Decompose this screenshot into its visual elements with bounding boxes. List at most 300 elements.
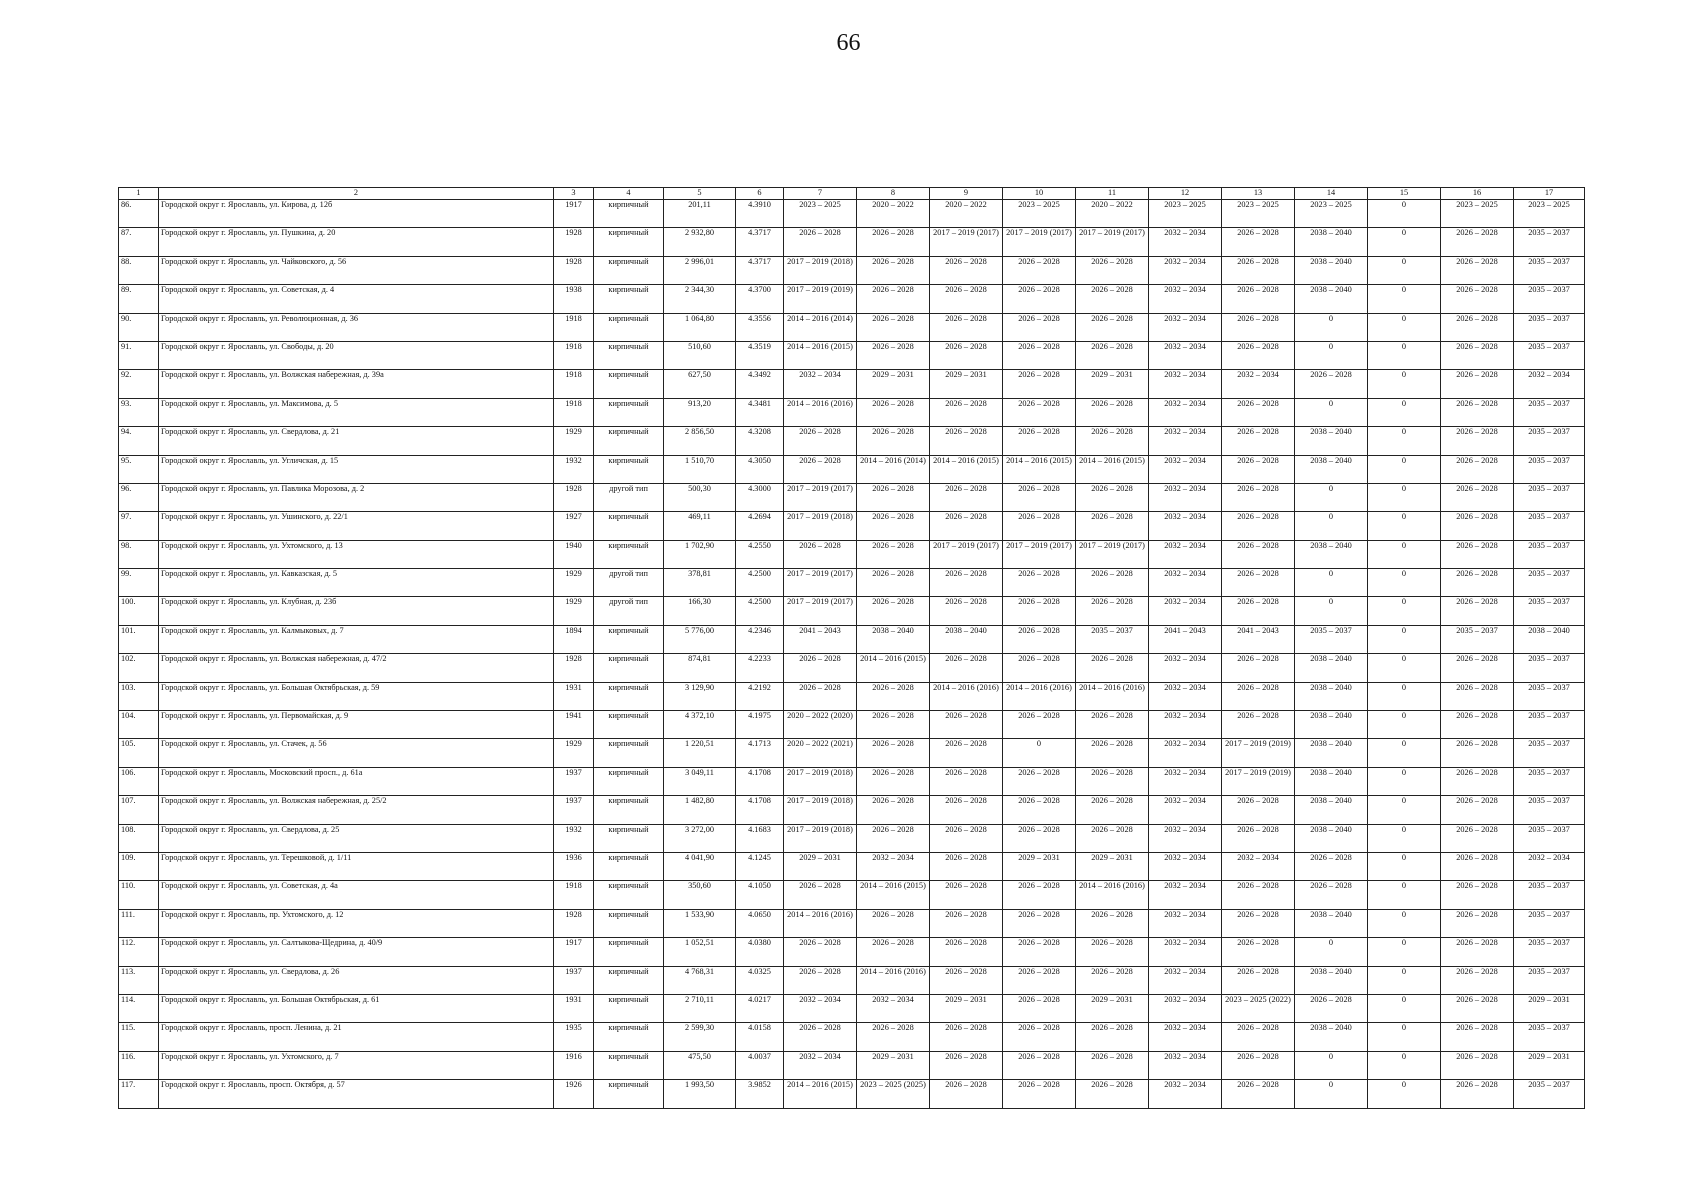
- table-cell: 2026 – 2028: [1003, 824, 1076, 852]
- table-cell: 3 272,00: [664, 824, 736, 852]
- table-cell: 2038 – 2040: [1295, 966, 1368, 994]
- table-cell: 4.3481: [736, 398, 784, 426]
- table-cell: 4.0037: [736, 1051, 784, 1079]
- table-cell: 2035 – 2037: [1514, 569, 1585, 597]
- table-cell: 2032 – 2034: [1149, 909, 1222, 937]
- table-cell: 1929: [554, 597, 594, 625]
- header-row: [119, 188, 1585, 200]
- table-cell: 1926: [554, 1080, 594, 1108]
- table-cell: 2026 – 2028: [857, 796, 930, 824]
- table-cell: 2026 – 2028: [1441, 767, 1514, 795]
- table-cell: 0: [1295, 1051, 1368, 1079]
- row-number-cell: 98.: [119, 540, 159, 568]
- table-cell: 2026 – 2028: [1222, 455, 1295, 483]
- row-number-cell: 87.: [119, 228, 159, 256]
- table-cell: 0: [1295, 1080, 1368, 1108]
- table-cell: 2026 – 2028: [857, 512, 930, 540]
- table-cell: 1929: [554, 739, 594, 767]
- table-cell: 3 049,11: [664, 767, 736, 795]
- table-cell: 913,20: [664, 398, 736, 426]
- table-cell: 2014 – 2016 (2016): [930, 682, 1003, 710]
- table-cell: 0: [1368, 256, 1441, 284]
- table-cell: 4 768,31: [664, 966, 736, 994]
- table-cell: 2032 – 2034: [1149, 739, 1222, 767]
- table-cell: 0: [1368, 994, 1441, 1022]
- table-cell: 2026 – 2028: [1441, 711, 1514, 739]
- table-cell: 1937: [554, 796, 594, 824]
- table-cell: 2035 – 2037: [1514, 881, 1585, 909]
- table-cell: 2026 – 2028: [1222, 228, 1295, 256]
- table-cell: 0: [1368, 427, 1441, 455]
- table-cell: 2035 – 2037: [1514, 455, 1585, 483]
- address-cell: Городской округ г. Ярославль, ул. Угличская, д. 15: [159, 455, 554, 483]
- table-cell: 2026 – 2028: [1003, 512, 1076, 540]
- table-cell: 4.1975: [736, 711, 784, 739]
- table-cell: 0: [1368, 341, 1441, 369]
- table-cell: 2026 – 2028: [1003, 427, 1076, 455]
- table-cell: 2026 – 2028: [930, 796, 1003, 824]
- table-cell: 1928: [554, 654, 594, 682]
- table-cell: 2026 – 2028: [930, 341, 1003, 369]
- address-cell: Городской округ г. Ярославль, ул. Советская, д. 4: [159, 285, 554, 313]
- table-cell: кирпичный: [594, 796, 664, 824]
- table-cell: 2026 – 2028: [1441, 512, 1514, 540]
- table-cell: 2035 – 2037: [1514, 427, 1585, 455]
- table-cell: 2020 – 2022: [1076, 200, 1149, 228]
- table-cell: 2026 – 2028: [1441, 938, 1514, 966]
- table-cell: 2026 – 2028: [930, 597, 1003, 625]
- table-cell: 2026 – 2028: [1441, 824, 1514, 852]
- table-cell: 2017 – 2019 (2017): [930, 228, 1003, 256]
- address-cell: Городской округ г. Ярославль, ул. Свердлова, д. 21: [159, 427, 554, 455]
- column-header: 3: [554, 188, 594, 200]
- table-cell: 2032 – 2034: [1149, 654, 1222, 682]
- table-cell: 2017 – 2019 (2017): [784, 483, 857, 511]
- table-cell: 0: [1368, 1051, 1441, 1079]
- table-cell: 2038 – 2040: [930, 625, 1003, 653]
- address-cell: Городской округ г. Ярославль, ул. Кавказская, д. 5: [159, 569, 554, 597]
- column-header: 17: [1514, 188, 1585, 200]
- table-cell: 2041 – 2043: [784, 625, 857, 653]
- table-cell: 2035 – 2037: [1514, 966, 1585, 994]
- table-cell: другой тип: [594, 597, 664, 625]
- table-cell: 3 129,90: [664, 682, 736, 710]
- table-cell: 2026 – 2028: [930, 711, 1003, 739]
- table-cell: 2026 – 2028: [1222, 1023, 1295, 1051]
- table-cell: 2026 – 2028: [1441, 909, 1514, 937]
- table-cell: 1 220,51: [664, 739, 736, 767]
- table-cell: 2038 – 2040: [1514, 625, 1585, 653]
- table-cell: 201,11: [664, 200, 736, 228]
- table-cell: 2035 – 2037: [1514, 313, 1585, 341]
- table-cell: 0: [1295, 938, 1368, 966]
- table-cell: 2026 – 2028: [1076, 1023, 1149, 1051]
- table-row: [119, 285, 1585, 313]
- address-cell: Городской округ г. Ярославль, ул. Терешковой, д. 1/11: [159, 852, 554, 880]
- table-cell: 2017 – 2019 (2017): [930, 540, 1003, 568]
- address-cell: Городской округ г. Ярославль, ул. Пушкина, д. 20: [159, 228, 554, 256]
- table-cell: 0: [1368, 654, 1441, 682]
- table-cell: 2026 – 2028: [1222, 711, 1295, 739]
- table-cell: 2026 – 2028: [1222, 654, 1295, 682]
- table-cell: 2020 – 2022 (2021): [784, 739, 857, 767]
- row-number-cell: 108.: [119, 824, 159, 852]
- table-cell: кирпичный: [594, 228, 664, 256]
- table-cell: 4.3208: [736, 427, 784, 455]
- table-row: [119, 625, 1585, 653]
- table-cell: 2032 – 2034: [1149, 228, 1222, 256]
- table-cell: 2026 – 2028: [1222, 682, 1295, 710]
- table-cell: 2014 – 2016 (2014): [857, 455, 930, 483]
- address-cell: Городской округ г. Ярославль, ул. Салтыкова-Щедрина, д. 40/9: [159, 938, 554, 966]
- table-cell: кирпичный: [594, 341, 664, 369]
- address-cell: Городской округ г. Ярославль, ул. Стачек, д. 56: [159, 739, 554, 767]
- address-cell: Городской округ г. Ярославль, ул. Свердлова, д. 26: [159, 966, 554, 994]
- table-cell: 2026 – 2028: [857, 398, 930, 426]
- table-row: [119, 711, 1585, 739]
- table-cell: 1894: [554, 625, 594, 653]
- table-cell: 2026 – 2028: [1003, 994, 1076, 1022]
- row-number-cell: 91.: [119, 341, 159, 369]
- table-cell: 2026 – 2028: [930, 966, 1003, 994]
- table-row: [119, 654, 1585, 682]
- table-cell: 2038 – 2040: [857, 625, 930, 653]
- table-cell: 4.3556: [736, 313, 784, 341]
- table-row: [119, 455, 1585, 483]
- address-cell: Городской округ г. Ярославль, ул. Кирова, д. 12б: [159, 200, 554, 228]
- table-cell: 2026 – 2028: [930, 569, 1003, 597]
- table-cell: кирпичный: [594, 966, 664, 994]
- table-cell: 2026 – 2028: [1003, 483, 1076, 511]
- table-cell: 4.2346: [736, 625, 784, 653]
- table-cell: 1918: [554, 370, 594, 398]
- row-number-cell: 93.: [119, 398, 159, 426]
- table-cell: 2026 – 2028: [1222, 796, 1295, 824]
- table-cell: 2014 – 2016 (2015): [857, 881, 930, 909]
- table-cell: 0: [1368, 909, 1441, 937]
- table-cell: 1917: [554, 200, 594, 228]
- table-cell: 2026 – 2028: [930, 1051, 1003, 1079]
- table-row: [119, 370, 1585, 398]
- table-cell: 2038 – 2040: [1295, 285, 1368, 313]
- row-number-cell: 111.: [119, 909, 159, 937]
- table-cell: 2038 – 2040: [1295, 711, 1368, 739]
- table-cell: 1 510,70: [664, 455, 736, 483]
- table-cell: 4.0380: [736, 938, 784, 966]
- table-cell: 1 052,51: [664, 938, 736, 966]
- table-cell: 2014 – 2016 (2015): [784, 341, 857, 369]
- table-cell: 2 932,80: [664, 228, 736, 256]
- table-cell: 2026 – 2028: [1295, 994, 1368, 1022]
- row-number-cell: 100.: [119, 597, 159, 625]
- table-cell: 2026 – 2028: [784, 427, 857, 455]
- table-cell: 2032 – 2034: [1149, 341, 1222, 369]
- table-cell: 2035 – 2037: [1514, 597, 1585, 625]
- table-cell: 2026 – 2028: [1441, 881, 1514, 909]
- table-cell: 2026 – 2028: [1003, 767, 1076, 795]
- table-cell: 2026 – 2028: [784, 540, 857, 568]
- table-cell: кирпичный: [594, 370, 664, 398]
- table-cell: 2026 – 2028: [857, 1023, 930, 1051]
- table-cell: 2026 – 2028: [930, 398, 1003, 426]
- table-cell: 2026 – 2028: [930, 739, 1003, 767]
- table-cell: 2035 – 2037: [1514, 796, 1585, 824]
- table-cell: 0: [1368, 711, 1441, 739]
- address-cell: Городской округ г. Ярославль, ул. Первомайская, д. 9: [159, 711, 554, 739]
- table-cell: 0: [1368, 200, 1441, 228]
- table-cell: 1936: [554, 852, 594, 880]
- table-cell: 2029 – 2031: [1076, 994, 1149, 1022]
- table-cell: 2026 – 2028: [1441, 313, 1514, 341]
- table-cell: 4.1683: [736, 824, 784, 852]
- table-cell: 1932: [554, 824, 594, 852]
- column-header: 5: [664, 188, 736, 200]
- table-cell: 2038 – 2040: [1295, 909, 1368, 937]
- table-cell: 2035 – 2037: [1514, 341, 1585, 369]
- table-cell: 2026 – 2028: [1222, 909, 1295, 937]
- column-header: 9: [930, 188, 1003, 200]
- table-cell: 4.2233: [736, 654, 784, 682]
- row-number-cell: 115.: [119, 1023, 159, 1051]
- address-cell: Городской округ г. Ярославль, ул. Революционная, д. 36: [159, 313, 554, 341]
- table-cell: 2035 – 2037: [1514, 483, 1585, 511]
- table-cell: 2026 – 2028: [1076, 427, 1149, 455]
- table-row: [119, 909, 1585, 937]
- table-row: [119, 256, 1585, 284]
- table-cell: 2029 – 2031: [857, 1051, 930, 1079]
- table-cell: 2038 – 2040: [1295, 739, 1368, 767]
- address-cell: Городской округ г. Ярославль, ул. Калмыковых, д. 7: [159, 625, 554, 653]
- table-cell: 2029 – 2031: [857, 370, 930, 398]
- table-row: [119, 427, 1585, 455]
- table-cell: 2026 – 2028: [930, 483, 1003, 511]
- table-row: [119, 966, 1585, 994]
- table-cell: 0: [1368, 824, 1441, 852]
- address-cell: Городской округ г. Ярославль, Московский просп., д. 61а: [159, 767, 554, 795]
- table-cell: 874,81: [664, 654, 736, 682]
- table-cell: 2029 – 2031: [1514, 1051, 1585, 1079]
- table-cell: 2026 – 2028: [1003, 398, 1076, 426]
- table-cell: 166,30: [664, 597, 736, 625]
- row-number-cell: 106.: [119, 767, 159, 795]
- column-header: 7: [784, 188, 857, 200]
- table-cell: 2032 – 2034: [1149, 455, 1222, 483]
- table-cell: 2026 – 2028: [1222, 824, 1295, 852]
- table-cell: кирпичный: [594, 540, 664, 568]
- table-cell: 2026 – 2028: [1222, 1051, 1295, 1079]
- table-cell: 2026 – 2028: [857, 256, 930, 284]
- table-cell: 1917: [554, 938, 594, 966]
- table-cell: 2017 – 2019 (2017): [1076, 540, 1149, 568]
- table-cell: кирпичный: [594, 682, 664, 710]
- table-cell: 2014 – 2016 (2015): [1003, 455, 1076, 483]
- table-cell: 2026 – 2028: [930, 824, 1003, 852]
- table-cell: 0: [1295, 512, 1368, 540]
- table-cell: 2026 – 2028: [930, 256, 1003, 284]
- address-cell: Городской округ г. Ярославль, ул. Волжская набережная, д. 39а: [159, 370, 554, 398]
- table-cell: 2026 – 2028: [1441, 398, 1514, 426]
- table-cell: кирпичный: [594, 625, 664, 653]
- table-cell: 1941: [554, 711, 594, 739]
- table-cell: 2032 – 2034: [857, 994, 930, 1022]
- table-cell: 2032 – 2034: [1149, 313, 1222, 341]
- table-cell: 2038 – 2040: [1295, 654, 1368, 682]
- row-number-cell: 86.: [119, 200, 159, 228]
- table-cell: 1 993,50: [664, 1080, 736, 1108]
- address-cell: Городской округ г. Ярославль, ул. Ухтомского, д. 13: [159, 540, 554, 568]
- address-cell: Городской округ г. Ярославль, ул. Большая Октябрьская, д. 59: [159, 682, 554, 710]
- table-cell: 0: [1368, 966, 1441, 994]
- table-cell: 2026 – 2028: [1441, 455, 1514, 483]
- table-cell: 2035 – 2037: [1514, 256, 1585, 284]
- address-cell: Городской округ г. Ярославль, ул. Максимова, д. 5: [159, 398, 554, 426]
- table-cell: 2026 – 2028: [1003, 796, 1076, 824]
- table-cell: 2026 – 2028: [930, 1080, 1003, 1108]
- table-cell: 2017 – 2019 (2017): [784, 597, 857, 625]
- table-cell: 2032 – 2034: [1149, 938, 1222, 966]
- table-cell: 2035 – 2037: [1514, 739, 1585, 767]
- table-cell: 2026 – 2028: [784, 1023, 857, 1051]
- table-cell: 2017 – 2019 (2018): [784, 767, 857, 795]
- address-cell: Городской округ г. Ярославль, ул. Ушинского, д. 22/1: [159, 512, 554, 540]
- table-cell: 2032 – 2034: [784, 370, 857, 398]
- table-cell: 4.3000: [736, 483, 784, 511]
- table-cell: 2026 – 2028: [1003, 909, 1076, 937]
- table-cell: 2032 – 2034: [784, 1051, 857, 1079]
- row-number-cell: 88.: [119, 256, 159, 284]
- table-cell: 2026 – 2028: [1076, 285, 1149, 313]
- table-cell: 4.1708: [736, 796, 784, 824]
- table-cell: 2038 – 2040: [1295, 824, 1368, 852]
- table-cell: 2020 – 2022: [930, 200, 1003, 228]
- table-cell: 2026 – 2028: [1076, 739, 1149, 767]
- table-cell: кирпичный: [594, 711, 664, 739]
- table-cell: 2032 – 2034: [1149, 1080, 1222, 1108]
- table-cell: 0: [1368, 796, 1441, 824]
- table-cell: 2017 – 2019 (2017): [1003, 228, 1076, 256]
- table-cell: 2026 – 2028: [857, 540, 930, 568]
- table-cell: 2026 – 2028: [930, 1023, 1003, 1051]
- table-cell: 2026 – 2028: [1441, 1080, 1514, 1108]
- table-cell: 2017 – 2019 (2018): [784, 796, 857, 824]
- row-number-cell: 97.: [119, 512, 159, 540]
- table-cell: 2014 – 2016 (2016): [784, 909, 857, 937]
- row-number-cell: 102.: [119, 654, 159, 682]
- table-cell: 2026 – 2028: [930, 909, 1003, 937]
- address-cell: Городской округ г. Ярославль, ул. Свердлова, д. 25: [159, 824, 554, 852]
- table-cell: 4.3700: [736, 285, 784, 313]
- table-cell: 2026 – 2028: [1222, 285, 1295, 313]
- table-cell: 2032 – 2034: [1149, 796, 1222, 824]
- table-cell: 2026 – 2028: [1076, 597, 1149, 625]
- table-cell: 2026 – 2028: [1222, 512, 1295, 540]
- table-cell: 2026 – 2028: [1222, 569, 1295, 597]
- table-cell: 2026 – 2028: [1222, 938, 1295, 966]
- table-cell: 3.9852: [736, 1080, 784, 1108]
- table-cell: 0: [1003, 739, 1076, 767]
- table-cell: 0: [1368, 228, 1441, 256]
- table-cell: 2026 – 2028: [1441, 285, 1514, 313]
- table-cell: 2032 – 2034: [1149, 881, 1222, 909]
- row-number-cell: 89.: [119, 285, 159, 313]
- table-cell: 2026 – 2028: [857, 909, 930, 937]
- table-cell: 2026 – 2028: [1076, 483, 1149, 511]
- table-cell: 2026 – 2028: [1441, 966, 1514, 994]
- table-cell: 4.3717: [736, 228, 784, 256]
- column-header: 16: [1441, 188, 1514, 200]
- table-cell: 2032 – 2034: [1514, 370, 1585, 398]
- table-row: [119, 483, 1585, 511]
- table-cell: 2017 – 2019 (2018): [784, 512, 857, 540]
- table-cell: кирпичный: [594, 1023, 664, 1051]
- table-cell: 2020 – 2022 (2020): [784, 711, 857, 739]
- table-cell: 2035 – 2037: [1514, 767, 1585, 795]
- address-cell: Городской округ г. Ярославль, просп. Октября, д. 57: [159, 1080, 554, 1108]
- table-cell: 4.2192: [736, 682, 784, 710]
- table-cell: 510,60: [664, 341, 736, 369]
- table-cell: 2032 – 2034: [1149, 285, 1222, 313]
- table-cell: 2026 – 2028: [1441, 1023, 1514, 1051]
- table-cell: 2017 – 2019 (2019): [784, 285, 857, 313]
- table-cell: кирпичный: [594, 739, 664, 767]
- table-cell: 2026 – 2028: [1076, 313, 1149, 341]
- table-cell: 2026 – 2028: [1441, 654, 1514, 682]
- table-cell: 5 776,00: [664, 625, 736, 653]
- table-cell: 1918: [554, 398, 594, 426]
- table-cell: 2026 – 2028: [1003, 881, 1076, 909]
- table-cell: 4.0217: [736, 994, 784, 1022]
- table-cell: кирпичный: [594, 427, 664, 455]
- table-cell: 1927: [554, 512, 594, 540]
- table-cell: 4.3910: [736, 200, 784, 228]
- table-cell: 2026 – 2028: [1003, 625, 1076, 653]
- table-cell: 2026 – 2028: [1222, 313, 1295, 341]
- table-cell: 2026 – 2028: [1222, 398, 1295, 426]
- table-cell: 2041 – 2043: [1149, 625, 1222, 653]
- table-cell: 2026 – 2028: [930, 767, 1003, 795]
- address-cell: Городской округ г. Ярославль, просп. Ленина, д. 21: [159, 1023, 554, 1051]
- table-cell: 2026 – 2028: [784, 455, 857, 483]
- table-row: [119, 313, 1585, 341]
- table-row: [119, 881, 1585, 909]
- table-cell: 2026 – 2028: [784, 654, 857, 682]
- table-cell: 2026 – 2028: [1076, 938, 1149, 966]
- table-cell: 2038 – 2040: [1295, 682, 1368, 710]
- table-cell: 2035 – 2037: [1514, 654, 1585, 682]
- table-cell: 2026 – 2028: [857, 341, 930, 369]
- table-cell: 2026 – 2028: [1441, 796, 1514, 824]
- table-cell: 1 533,90: [664, 909, 736, 937]
- table-cell: 4.0650: [736, 909, 784, 937]
- table-cell: 2026 – 2028: [1076, 711, 1149, 739]
- table-cell: 2026 – 2028: [1076, 1051, 1149, 1079]
- table-cell: 2026 – 2028: [857, 285, 930, 313]
- table-cell: кирпичный: [594, 994, 664, 1022]
- table-cell: 4.2500: [736, 597, 784, 625]
- table-cell: 2026 – 2028: [930, 285, 1003, 313]
- table-cell: 0: [1368, 881, 1441, 909]
- table-cell: 2026 – 2028: [1076, 512, 1149, 540]
- table-cell: 2026 – 2028: [1441, 483, 1514, 511]
- table-cell: 2026 – 2028: [857, 597, 930, 625]
- table-cell: 2017 – 2019 (2018): [784, 256, 857, 284]
- table-cell: 0: [1368, 313, 1441, 341]
- row-number-cell: 105.: [119, 739, 159, 767]
- address-cell: Городской округ г. Ярославль, ул. Волжская набережная, д. 47/2: [159, 654, 554, 682]
- table-cell: 2035 – 2037: [1295, 625, 1368, 653]
- table-cell: 2014 – 2016 (2016): [857, 966, 930, 994]
- table-cell: 2026 – 2028: [1222, 256, 1295, 284]
